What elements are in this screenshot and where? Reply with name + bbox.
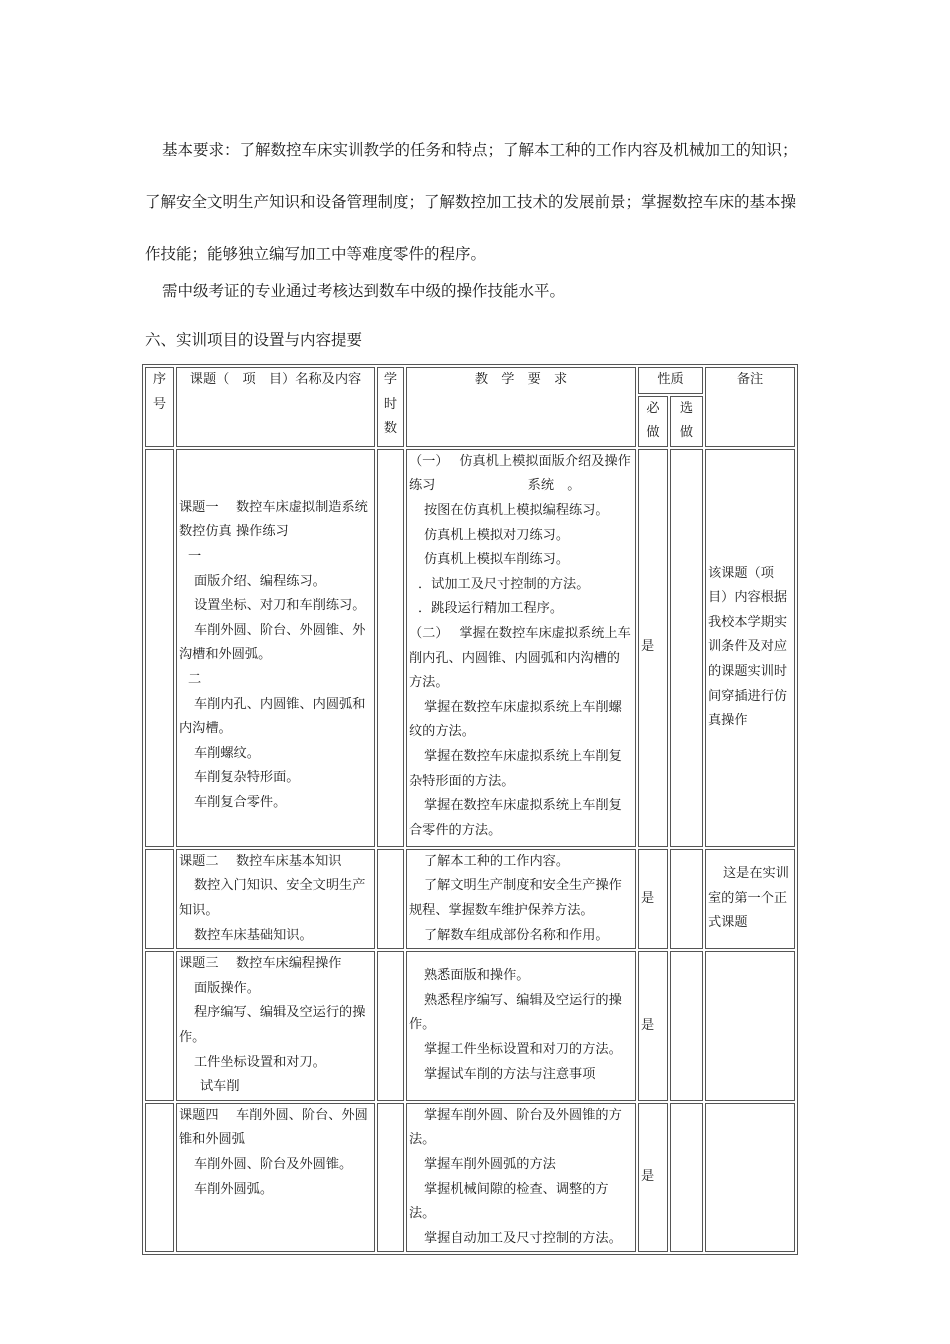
hours-cell xyxy=(377,849,404,949)
topic-line: 数控入门知识、安全文明生产知识。 xyxy=(179,878,366,918)
hours-cell xyxy=(377,951,404,1101)
remarks-cell xyxy=(705,849,795,949)
requirement-line: 掌握工件坐标设置和对刀的方法。 xyxy=(424,1041,622,1057)
requirements-cell xyxy=(406,1103,636,1253)
requirement-line: 按图在仿真机上模拟编程练习。 xyxy=(424,502,609,518)
training-projects-table xyxy=(142,364,798,1255)
requirements-cell xyxy=(406,849,636,949)
table-row xyxy=(145,951,795,1101)
certificate-note: 需中级考证的专业通过考核达到数车中级的操作技能水平。 xyxy=(162,282,566,300)
topic-line: 车削外圆、阶台及外圆锥。 xyxy=(194,1156,353,1172)
requirements-cell xyxy=(406,951,636,1101)
seq-cell xyxy=(145,449,174,847)
header-requirements: 教 学 要 求 xyxy=(406,367,636,447)
required-cell: 是 xyxy=(638,849,668,949)
topic-title: 课题三 数控车床编程操作 xyxy=(179,956,342,972)
requirement-line: 掌握车削外圆、阶台及外圆锥的方法。 xyxy=(409,1107,622,1148)
requirement-line: 掌握机械间隙的检查、调整的方法。 xyxy=(409,1181,609,1222)
topic-line: 面版介绍、编程练习。 xyxy=(194,573,326,589)
required-cell: 是 xyxy=(638,951,668,1101)
requirement-line: 熟悉程序编写、编辑及空运行的操作。 xyxy=(409,992,622,1033)
remarks-cell: 该课题（项目）内容根据我校本学期实训条件及对应的课题实训时间穿插进行仿真操作 xyxy=(705,449,795,847)
topic-line: 车削外圆、阶台、外圆锥、外沟槽和外圆弧。 xyxy=(179,622,366,663)
section-heading: 六、实训项目的设置与内容提要 xyxy=(145,331,363,349)
elective-cell xyxy=(670,951,703,1101)
topic-title: 课题四 车削外圆、阶台、外圆锥和外圆弧 xyxy=(179,1107,368,1148)
basic-requirements-paragraph: 基本要求：了解数控车床实训教学的任务和特点；了解本工种的工作内容及机械加工的知识；了解安全文明生产知识和设备管理制度；了解数控加工技术的发展前景；掌握数控车床的基本操作技能；能够独立编写加工中等难度零件的程序。 xyxy=(145,141,798,263)
header-elective-2: 做 xyxy=(679,425,694,441)
topic-line: 车削螺纹。 xyxy=(194,745,260,761)
topic-title: 课题一 数控车床虚拟制造系统 数控仿真 操作练习 xyxy=(179,499,368,540)
hours-cell xyxy=(377,449,404,847)
remarks-text: 这是在实训室的第一个正式课题 xyxy=(708,866,789,931)
requirement-line: （一） 仿真机上模拟面版介绍及操作练习 系统 。 xyxy=(409,453,631,494)
seq-cell xyxy=(145,1103,174,1253)
seq-cell xyxy=(145,849,174,949)
topic-line: 数控车床基础知识。 xyxy=(194,927,313,943)
header-hours-3: 数 xyxy=(383,421,398,437)
header-remarks: 备注 xyxy=(705,367,795,447)
header-nature: 性质 xyxy=(638,367,703,394)
header-elective xyxy=(670,396,703,447)
elective-cell xyxy=(670,449,703,847)
requirement-line: ．试加工及尺寸控制的方法。 xyxy=(418,576,590,592)
elective-cell xyxy=(670,849,703,949)
remarks-cell xyxy=(705,951,795,1101)
table-row xyxy=(145,449,795,847)
elective-cell xyxy=(670,1103,703,1253)
requirement-line: 仿真机上模拟对刀练习。 xyxy=(424,527,570,543)
topic-line: 一 xyxy=(188,548,202,564)
topic-cell xyxy=(176,849,375,949)
topic-line: 工件坐标设置和对刀。 xyxy=(194,1054,326,1070)
topic-title: 课题二 数控车床基本知识 xyxy=(179,853,342,869)
table-row xyxy=(145,1103,795,1253)
header-hours-1: 学 xyxy=(383,372,398,387)
requirement-line: ．跳段运行精加工程序。 xyxy=(418,601,564,617)
requirement-line: 掌握在数控车床虚拟系统上车削螺纹的方法。 xyxy=(409,699,622,740)
header-seq: 序号 xyxy=(145,367,174,447)
topic-line: 车削复合零件。 xyxy=(194,794,287,810)
topic-line: 车削外圆弧。 xyxy=(194,1181,274,1197)
header-topic: 课题（ 项 目）名称及内容 xyxy=(176,367,375,447)
header-hours-2: 时 xyxy=(383,396,398,412)
required-cell: 是 xyxy=(638,449,668,847)
requirement-line: 了解文明生产制度和安全生产操作规程、掌握数车维护保养方法。 xyxy=(409,878,622,918)
requirement-line: 了解数车组成部份名称和作用。 xyxy=(424,927,609,943)
seq-cell xyxy=(145,951,174,1101)
header-hours xyxy=(377,367,404,447)
topic-line: 试车削 xyxy=(200,1079,240,1095)
requirement-line: 掌握在数控车床虚拟系统上车削复合零件的方法。 xyxy=(409,798,622,838)
requirement-line: 掌握自动加工及尺寸控制的方法。 xyxy=(424,1230,622,1246)
topic-cell xyxy=(176,449,375,847)
topic-line: 面版操作。 xyxy=(194,980,260,996)
requirement-line: 掌握试车削的方法与注意事项 xyxy=(424,1066,596,1082)
topic-line: 车削复杂特形面。 xyxy=(194,770,300,786)
topic-line: 设置坐标、对刀和车削练习。 xyxy=(194,598,366,614)
required-cell: 是 xyxy=(638,1103,668,1253)
topic-cell xyxy=(176,1103,375,1253)
requirement-line: 掌握车削外圆弧的方法 xyxy=(424,1156,556,1172)
remarks-cell xyxy=(705,1103,795,1253)
topic-line: 二 xyxy=(188,671,202,687)
topic-line: 车削内孔、内圆锥、内圆弧和内沟槽。 xyxy=(179,696,366,737)
requirement-line: 了解本工种的工作内容。 xyxy=(424,853,570,869)
requirement-line: 掌握在数控车床虚拟系统上车削复杂特形面的方法。 xyxy=(409,748,622,789)
requirement-line: 仿真机上模拟车削练习。 xyxy=(424,552,570,568)
requirements-cell xyxy=(406,449,636,847)
requirement-line: （二） 掌握在数控车床虚拟系统上车削内孔、内圆锥、内圆弧和内沟槽的方法。 xyxy=(409,625,631,691)
hours-cell xyxy=(377,1103,404,1253)
header-required: 必做 xyxy=(638,396,668,447)
topic-cell xyxy=(176,951,375,1101)
topic-line: 程序编写、编辑及空运行的操作。 xyxy=(179,1005,366,1045)
requirement-line: 熟悉面版和操作。 xyxy=(424,968,530,984)
table-row xyxy=(145,849,795,949)
header-elective-1: 选 xyxy=(679,400,694,416)
